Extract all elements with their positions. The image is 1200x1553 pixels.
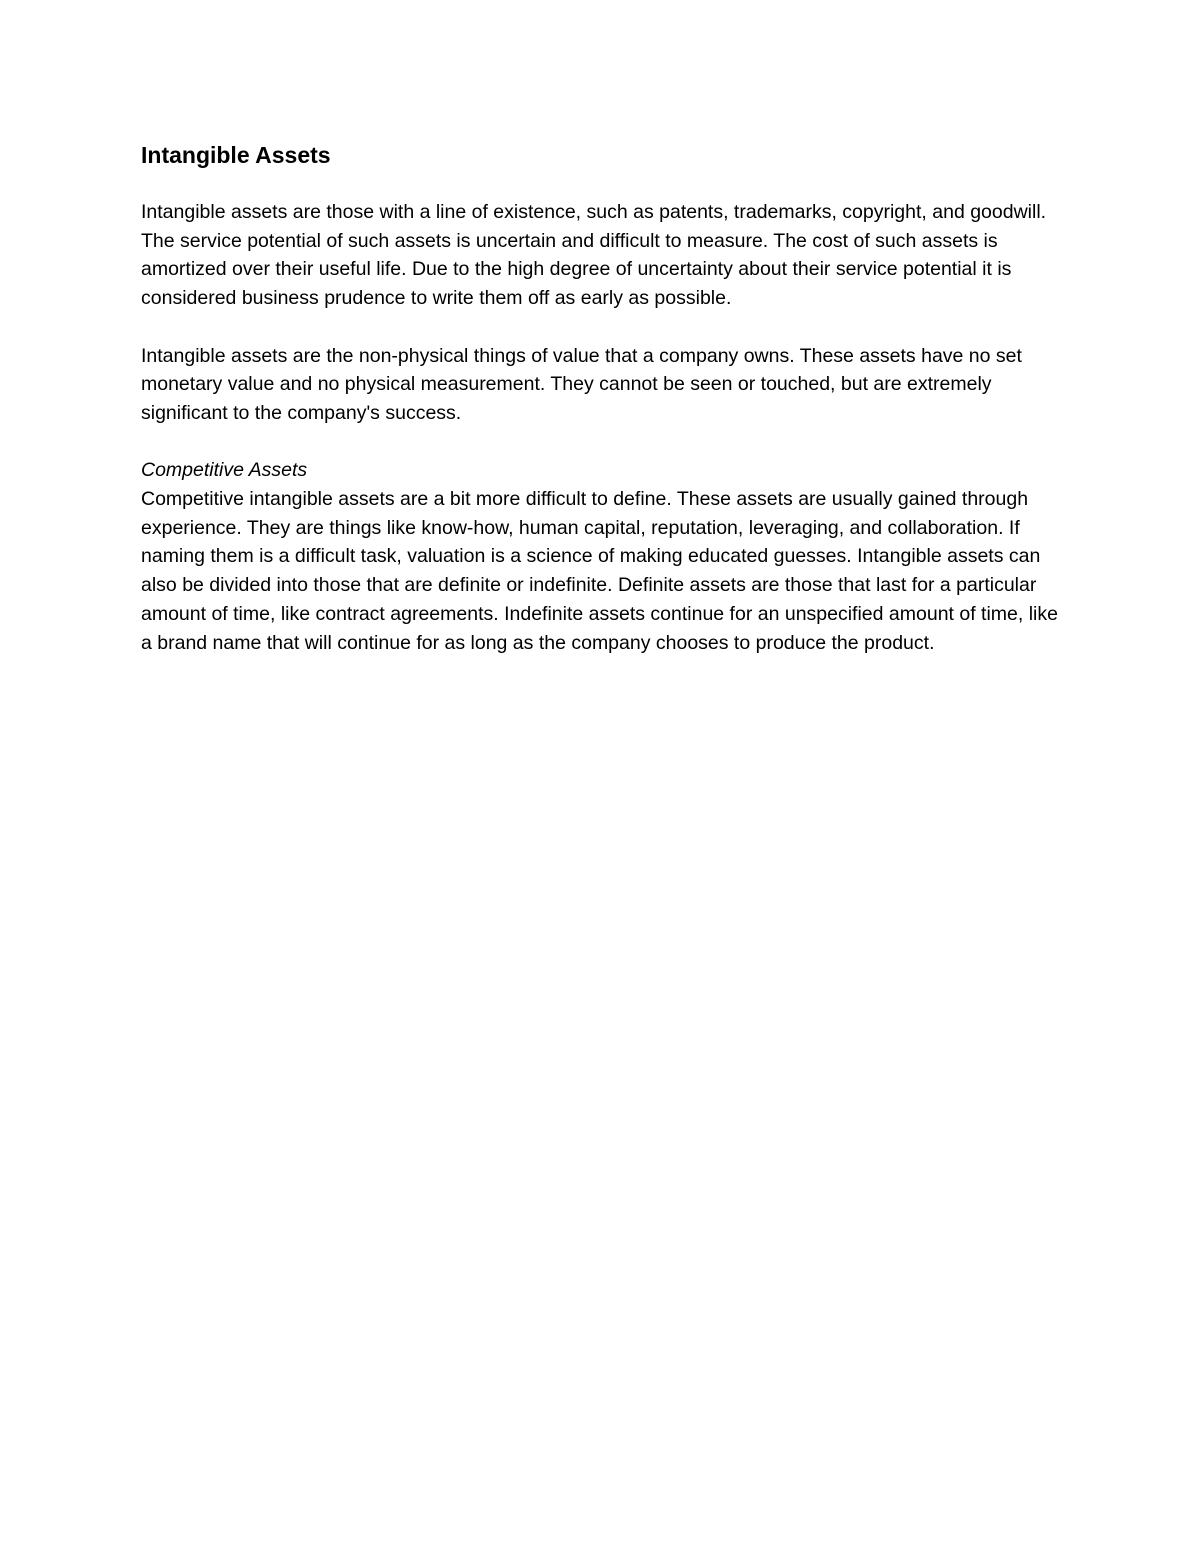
document-body [141, 140, 1061, 657]
paragraph-definition: Intangible assets are those with a line of existence, such as patents, trademarks, copyright, and goodwill. The service potential of such assets is uncertain and difficult to measure. The cost of such assets is amortized over their useful life. Due to the high degree of uncertainty about their service potential it is considered business prudence to write them off as early as possible. [141, 201, 1047, 310]
paragraph-competitive: Competitive intangible assets are a bit more difficult to define. These assets are usually gained through experience. They are things like know-how, human capital, reputation, leveraging, and collaboration. If naming them is a difficult task, valuation is a science of making educated guesses. Intangible assets can also be divided into those that are definite or indefinite. Definite assets are those that last for a particular amount of time, like contract agreements. Indefinite assets continue for an unspecified amount of time, like a brand name that will continue for as long as the company chooses to produce the product. [141, 488, 1058, 654]
paragraph-non-physical: Intangible assets are the non-physical things of value that a company owns. These assets have no set monetary value and no physical measurement. They cannot be seen or touched, but are extremely significant to the company's success. [141, 344, 1022, 424]
section-subheading: Competitive Assets [141, 459, 308, 482]
document-title: Intangible Assets [141, 142, 331, 168]
